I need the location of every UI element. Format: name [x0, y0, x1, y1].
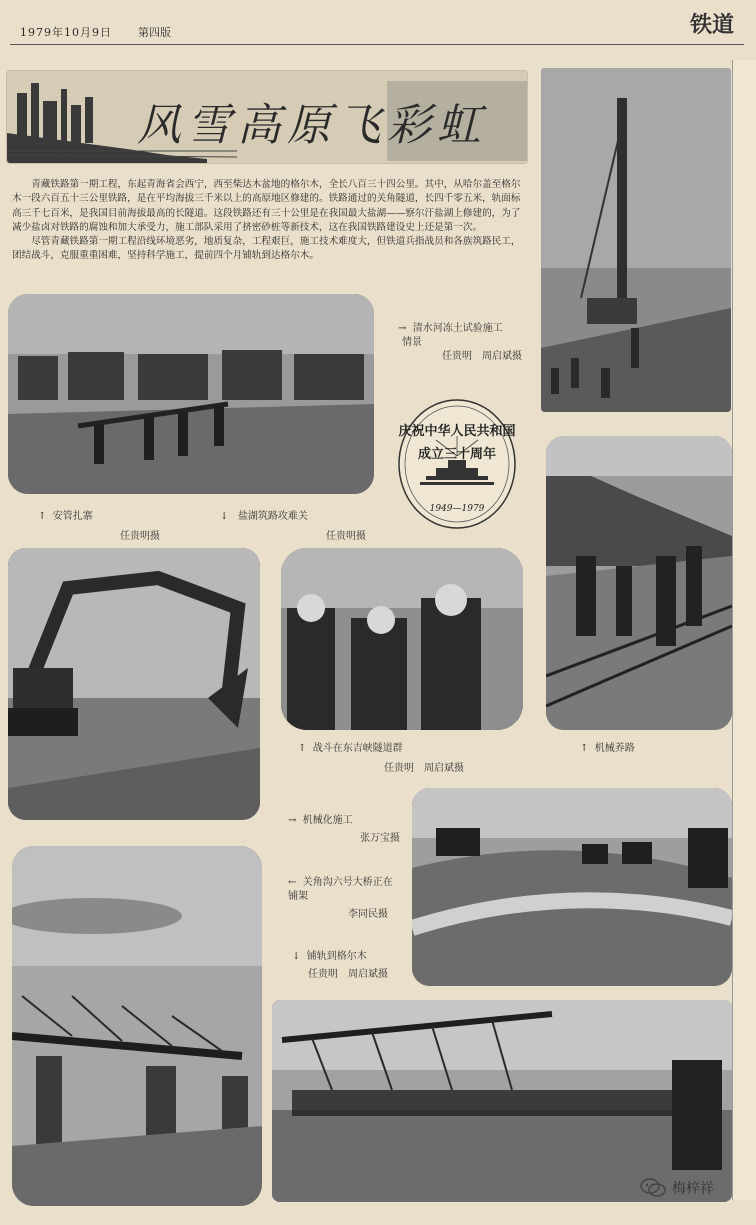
- title-banner: [6, 70, 528, 164]
- photo-camp: [8, 294, 374, 494]
- caption-text: 关角沟六号大桥正在: [302, 877, 393, 888]
- caption-arrow: ↓: [292, 951, 301, 962]
- photo-track-maintenance: [546, 436, 732, 730]
- caption-text: 机械养路: [594, 743, 635, 754]
- header-edition: 第四版: [138, 26, 171, 39]
- wechat-icon: [640, 1178, 666, 1198]
- intro-paragraph-2: 尽管青藏铁路第一期工程沿线环境恶劣，地质复杂，工程艰巨，施工技术难度大，但铁道兵指战员和各族筑路民工，团结战斗，克服重重困难，坚持科学施工，提前四个月铺轨到达格尔木。: [12, 236, 521, 262]
- photo-bridge-erection: [12, 846, 262, 1206]
- adjacent-page-edge: [732, 60, 756, 1200]
- intro-paragraph-1: 青藏铁路第一期工程，东起青海省会西宁，西至柴达木盆地的格尔木，全长八百三十四公里。其中，从哈尔盖至格尔木一段六百五十三公里铁路，是在平均海拔三千米以上的高原地区修建的。铁路通过的关角隧道，长四千零五米，轨面标高三千七百米，是我国目前海拔最高的长隧道。这段铁路还有三十公里是在我国最大盐湖——察尔汗盐湖上修建的，为了减少盐卤对铁路的腐蚀和加大承受力，施工部队采用了挤密砂桩等新技术，这在我国铁路建设史上还是第一次。: [12, 179, 521, 233]
- photo-tunnel-workers: [281, 548, 523, 730]
- anniversary-emblem: [396, 398, 518, 530]
- photo-mechanized-construction: [412, 788, 732, 986]
- emblem-years: 1949—1979: [429, 504, 485, 514]
- caption-credit: 李同民摄: [348, 909, 388, 920]
- caption-tunnel: [298, 742, 464, 776]
- caption-camp: [38, 510, 160, 544]
- caption-arrow: ←: [288, 877, 297, 888]
- emblem-line-1: 庆祝中华人民共和国: [398, 424, 516, 439]
- watermark-text: 梅梓祥: [672, 1181, 714, 1197]
- emblem-line-2: 成立三十周年: [417, 447, 496, 462]
- header-date: 1979年10月9日: [20, 26, 112, 39]
- photo-pile-driving: [541, 68, 731, 412]
- caption-text-cont: 铺架: [288, 891, 308, 902]
- photo-track-laying: [272, 1000, 732, 1202]
- caption-arrow: →: [398, 323, 407, 334]
- caption-golmud: [292, 950, 388, 982]
- caption-arrow: ↓: [220, 511, 229, 522]
- header-rule: [10, 44, 744, 45]
- caption-frozen-soil: [398, 322, 522, 364]
- caption-arrow: →: [288, 815, 297, 826]
- watermark: [640, 1178, 714, 1198]
- caption-salt-lake: [220, 510, 366, 544]
- caption-credit: 任贵明 周启斌摄: [442, 351, 522, 362]
- caption-bridge: [288, 876, 393, 922]
- caption-credit: 任贵明 周启斌摄: [384, 763, 464, 774]
- caption-mechanized: [288, 814, 400, 846]
- caption-credit: 任贵明摄: [326, 531, 366, 542]
- caption-text: 清水河冻土试验施工: [412, 323, 503, 334]
- photo-excavator: [8, 548, 260, 820]
- caption-text: 战斗在东吉峡隧道群: [312, 743, 403, 754]
- caption-arrow: ↑: [580, 743, 589, 754]
- caption-arrow: ↑: [298, 743, 307, 754]
- caption-text-cont: 情景: [402, 337, 422, 348]
- caption-credit: 任贵明摄: [120, 531, 160, 542]
- caption-credit: 张万宝摄: [360, 833, 400, 844]
- caption-text: 机械化施工: [302, 815, 353, 826]
- caption-text: 安管扎寨: [52, 511, 93, 522]
- caption-text: 铺轨到格尔木: [306, 951, 367, 962]
- masthead: 铁道: [690, 12, 735, 38]
- caption-arrow: ↑: [38, 511, 47, 522]
- caption-text: 盐湖筑路攻难关: [237, 511, 308, 522]
- caption-track-maintenance: [580, 742, 635, 756]
- caption-credit: 任贵明 周启斌摄: [308, 969, 388, 980]
- banner-title: 风雪高原飞彩虹: [137, 100, 487, 151]
- intro-article: [12, 178, 522, 264]
